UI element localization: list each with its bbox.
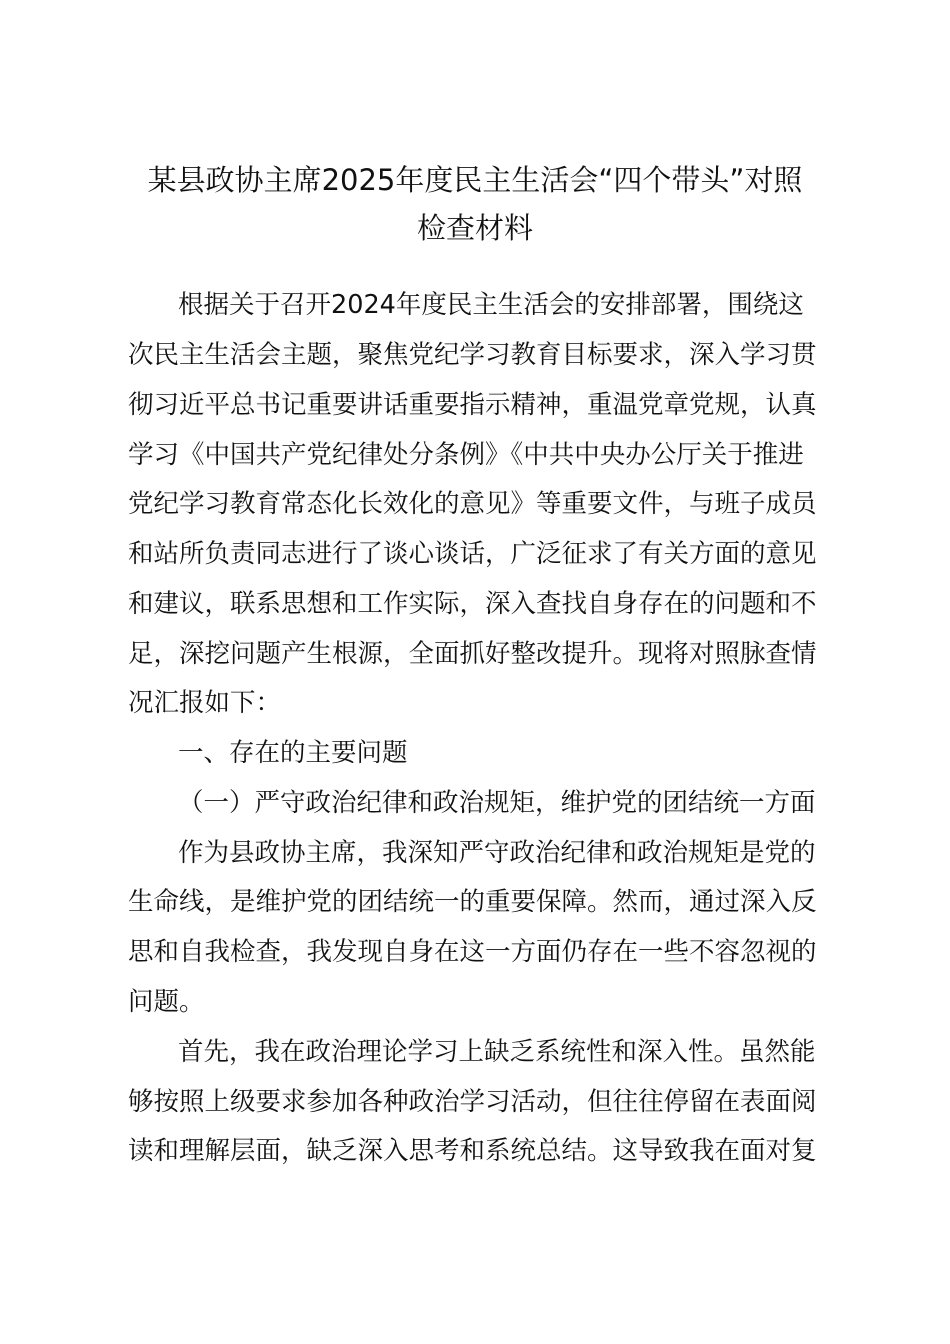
paragraph-line: 学习《中国共产党纪律处分条例》《中共中央办公厅关于推进 [128, 440, 804, 470]
paragraph-line: 作为县政协主席，我深知严守政治纪律和政治规矩是党的 [178, 838, 816, 868]
paragraph-line: 问题。 [128, 987, 205, 1017]
paragraph-line: 和建议，联系思想和工作实际，深入查找自身存在的问题和不 [128, 589, 817, 619]
document-title-line-1: 某县政协主席2025年度民主生活会“四个带头”对照 [147, 163, 803, 197]
paragraph-line: 思和自我检查，我发现自身在这一方面仍存在一些不容忽视的 [128, 937, 817, 967]
paragraph-line: 党纪学习教育常态化长效化的意见》等重要文件，与班子成员 [128, 489, 817, 519]
document-title-line-2: 检查材料 [416, 211, 533, 245]
paragraph-line: 首先，我在政治理论学习上缺乏系统性和深入性。虽然能 [178, 1037, 816, 1067]
paragraph-line: 彻习近平总书记重要讲话重要指示精神，重温党章党规，认真 [128, 390, 817, 420]
paragraph-line: 和站所负责同志进行了谈心谈话，广泛征求了有关方面的意见 [128, 539, 817, 569]
paragraph-line: 根据关于召开2024年度民主生活会的安排部署，围绕这 [178, 290, 804, 320]
paragraph-line: 足，深挖问题产生根源，全面抓好整改提升。现将对照脉查情 [128, 639, 817, 669]
paragraph-line: 次民主生活会主题，聚焦党纪学习教育目标要求，深入学习贯 [128, 340, 817, 370]
paragraph-line: 够按照上级要求参加各种政治学习活动，但往往停留在表面阅 [128, 1087, 817, 1117]
paragraph-line: 读和理解层面，缺乏深入思考和系统总结。这导致我在面对复 [128, 1136, 817, 1166]
subsection-heading: （一）严守政治纪律和政治规矩，维护党的团结统一方面 [178, 788, 816, 818]
paragraph-line: 生命线，是维护党的团结统一的重要保障。然而，通过深入反 [128, 887, 817, 917]
paragraph-line: 况汇报如下： [128, 688, 282, 718]
section-heading: 一、存在的主要问题 [178, 738, 408, 768]
